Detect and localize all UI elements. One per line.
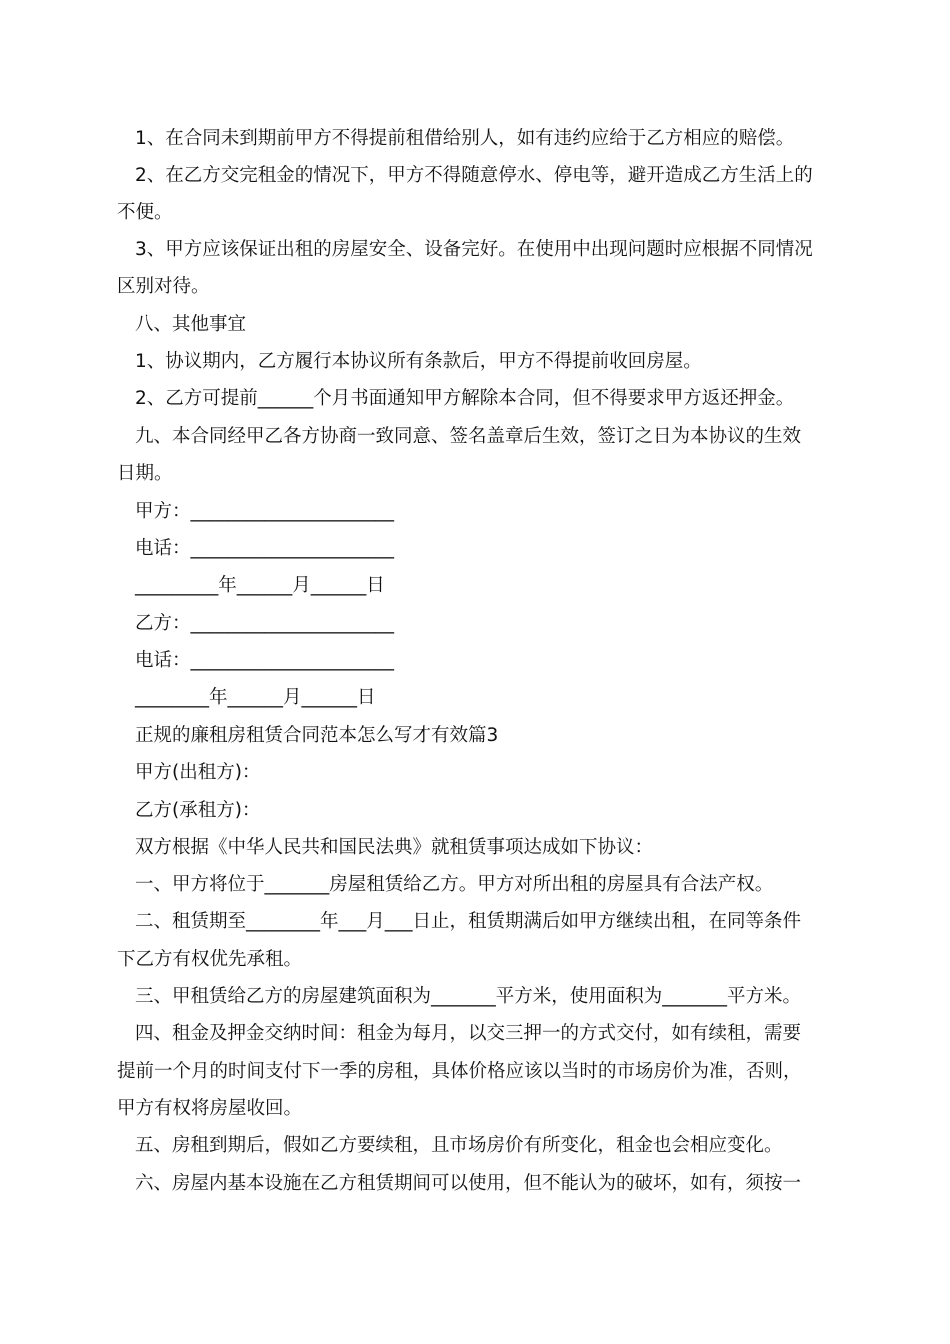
party-a-date-line: _________年______月______日 [135,575,385,596]
clause-line: 1、协议期内，乙方履行本协议所有条款后，甲方不得提前收回房屋。 [135,351,702,372]
clause-line: 九、本合同经甲乙各方协商一致同意、签名盖章后生效，签订之日为本协议的生效 [135,426,802,447]
lessor-line: 甲方(出租方)： [135,762,261,783]
lessee-line: 乙方(承租方)： [135,800,261,821]
party-b-date-line: ________年______月______日 [135,687,376,708]
party-b-phone-line: 电话：______________________ [135,650,395,671]
clause-line: 二、租赁期至________年___月___日止，租赁期满后如甲方继续出租，在同等条件 [135,911,802,932]
party-a-phone-line: 电话：______________________ [135,538,395,559]
clause-line: 2、在乙方交完租金的情况下，甲方不得随意停水、停电等，避开造成乙方生活上的 [135,165,813,186]
clause-line: 区别对待。 [117,276,210,297]
clause-line: 不便。 [117,202,173,223]
clause-line: 提前一个月的时间支付下一季的房租，具体价格应该以当时的市场房价为准，否则， [117,1061,802,1082]
clause-line: 1、在合同未到期前甲方不得提前租借给别人，如有违约应给于乙方相应的赔偿。 [135,128,795,149]
clause-line: 甲方有权将房屋收回。 [117,1098,303,1119]
clause-line: 一、甲方将位于_______房屋租赁给乙方。甲方对所出租的房屋具有合法产权。 [135,874,774,895]
clause-line: 3、甲方应该保证出租的房屋安全、设备完好。在使用中出现问题时应根据不同情况 [135,239,813,260]
party-b-signature-line: 乙方：______________________ [135,613,395,634]
clause-line: 三、甲租赁给乙方的房屋建筑面积为_______平方米，使用面积为_______平方米。 [135,986,802,1007]
party-a-signature-line: 甲方：______________________ [135,501,395,522]
document-title: 正规的廉租房租赁合同范本怎么写才有效篇3 [135,725,499,746]
clause-line: 四、租金及押金交纳时间：租金为每月，以交三押一的方式交付，如有续租，需要 [135,1023,802,1044]
clause-line: 六、房屋内基本设施在乙方租赁期间可以使用，但不能认为的破坏，如有，须按一 [135,1173,802,1194]
clause-line: 下乙方有权优先承租。 [117,949,303,970]
clause-line: 日期。 [117,463,173,484]
clause-line: 五、房租到期后，假如乙方要续租，且市场房价有所变化，租金也会相应变化。 [135,1135,783,1156]
clause-line: 双方根据《中华人民共和国民法典》就租赁事项达成如下协议： [135,837,654,858]
section-heading: 八、其他事宜 [135,314,247,335]
clause-line: 2、乙方可提前______个月书面通知甲方解除本合同，但不得要求甲方返还押金。 [135,388,795,409]
